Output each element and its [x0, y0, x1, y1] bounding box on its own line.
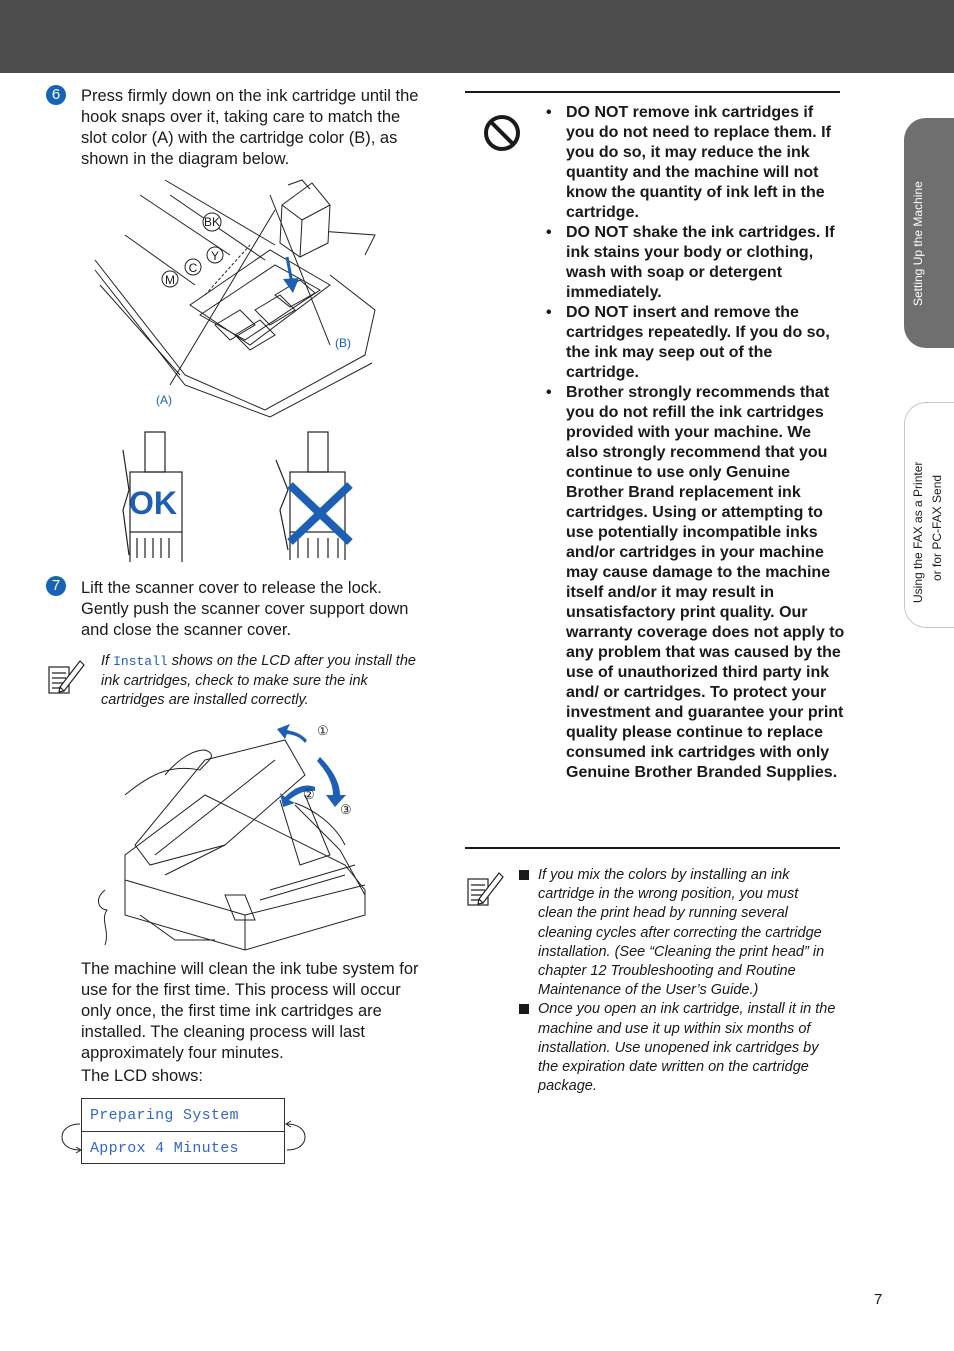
note-prefix: If [101, 653, 114, 669]
cartridge-wrong-illustration [268, 430, 358, 565]
slot-label-y: Y [210, 249, 220, 263]
step-7-text: Lift the scanner cover to release the lock. Gently push the scanner cover support down and close the scanner cover. [81, 579, 409, 639]
step-6-text: Press firmly down on the ink cartridge until the hook snaps over it, taking care to match the slot color (A) with the cartridge color (B), as shown in the diagram below. [81, 87, 419, 168]
cartridge-correct-illustration [115, 430, 195, 565]
note-list [518, 866, 836, 1096]
callout-3: ③ [340, 802, 352, 817]
slot-label-bk: BK [203, 215, 221, 229]
callout-2: ② [303, 787, 315, 802]
warning-list [546, 103, 846, 783]
callout-a: (A) [156, 393, 172, 407]
header-bar [0, 0, 954, 73]
callout-b: (B) [335, 336, 351, 350]
prohibited-icon [481, 112, 523, 154]
slot-label-c: C [188, 261, 198, 275]
note-install-text [101, 652, 419, 711]
tab-label-line-2: or for PC-FAX Send [930, 474, 944, 581]
note-item: If you mix the colors by installing an ink cartridge in the wrong position, you must clean the print head by running several cleaning cycles after correcting the cartridge installation. (See “Cleaning the print head” in chapter 12 Troubleshooting and Routine Maintenance of the User’s Guide.) [518, 866, 836, 1000]
callout-1: ① [317, 723, 329, 738]
lcd-line-2: Approx 4 Minutes [90, 1140, 239, 1157]
slot-label-m: M [165, 273, 175, 287]
cross-icon [290, 485, 350, 542]
ok-stamp-icon: OK [129, 485, 177, 521]
lcd-line-1: Preparing System [82, 1099, 284, 1132]
step-number-badge: 6 [46, 85, 66, 105]
tab-setting-up-machine[interactable] [904, 118, 954, 348]
lcd-install-code: Install [113, 654, 168, 669]
scanner-cover-diagram [95, 715, 375, 955]
warning-item: • DO NOT insert and remove the cartridges repeatedly. If you do so, the ink may seep out of the cartridge. [546, 303, 846, 383]
lcd-display [81, 1098, 285, 1164]
cycle-arrow-left-icon [58, 1120, 82, 1154]
note-item: Once you open an ink cartridge, install it in the machine and use it up within six months of installation. Use unopened ink cartridges by the expiration date written on the cartridge package. [518, 1000, 836, 1096]
warning-item: • DO NOT shake the ink cartridges. If ink stains your body or clothing, wash with soap or detergent immediately. [546, 223, 846, 303]
note-body: shows on the LCD after you install the ink cartridges, check to make sure the ink cartridges are installed correctly. [101, 653, 416, 708]
lcd-intro-text: The LCD shows: [81, 1067, 203, 1085]
tab-label-line-1: Using the FAX as a Printer [911, 461, 925, 603]
step-number-badge: 7 [46, 576, 66, 596]
tab-label: Setting Up the Machine [911, 181, 925, 306]
cartridge-install-diagram [90, 175, 390, 420]
warning-top-rule [465, 91, 840, 93]
warning-bottom-rule [465, 847, 840, 849]
page-number: 7 [874, 1291, 883, 1308]
cleaning-description: The machine will clean the ink tube system for use for the first time. This process will occur only once, the first time ink cartridges are installed. The cleaning process will last approximately four minutes. [81, 960, 419, 1062]
tab-using-fax-as-printer[interactable] [904, 402, 954, 628]
note-pencil-icon [46, 659, 86, 695]
warning-item: • Brother strongly recommends that you do not refill the ink cartridges provided with your machine. We also strongly recommend that you continue to use only Genuine Brother Brand replacement ink cartridges. Using or attempting to use potentially incompatible inks and/or cartridges in your machine may cause damage to the machine itself and/or it may result in unsatisfactory print quality. Our warranty coverage does not apply to any problem that was caused by the use of unauthorized third party ink and/ or cartridges. To protect your investment and guarantee your print quality please continue to replace consumed ink cartridges with only Genuine Brother Branded Supplies. [546, 383, 846, 783]
cycle-arrow-right-icon [285, 1120, 309, 1154]
note-pencil-icon [465, 871, 505, 907]
warning-item: • DO NOT remove ink cartridges if you do not need to replace them. If you do so, it may reduce the ink quantity and the machine will not know the quantity of ink left in the cartridge. [546, 103, 846, 223]
